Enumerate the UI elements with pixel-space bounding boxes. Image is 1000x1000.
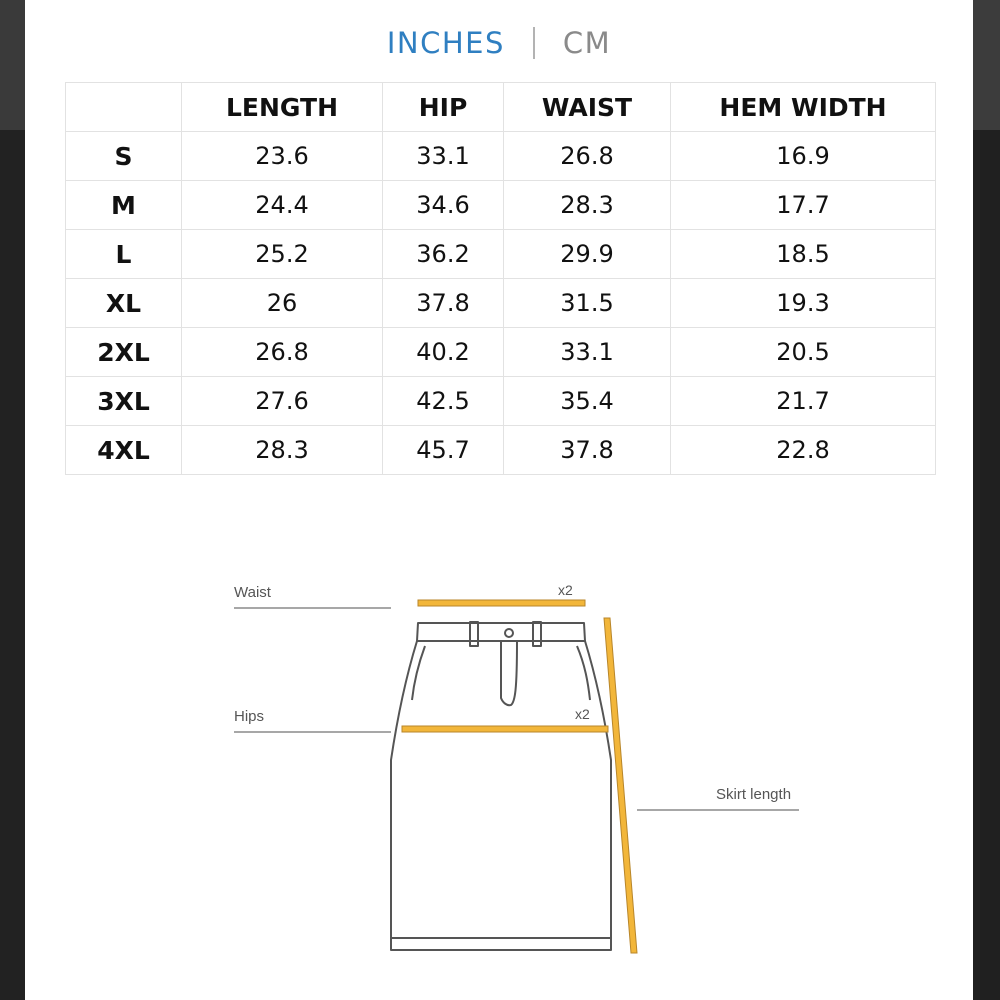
unit-tab-inches[interactable]: INCHES [386, 26, 505, 60]
table-row [66, 279, 936, 328]
waist-cell: 37.8 [504, 426, 671, 475]
length-cell: 25.2 [182, 230, 383, 279]
table-row [66, 328, 936, 377]
hip-cell: 42.5 [383, 377, 504, 426]
size-table [65, 82, 936, 475]
table-row [66, 426, 936, 475]
hip-cell: 40.2 [383, 328, 504, 377]
unit-divider [533, 27, 535, 59]
hem-width-cell: 19.3 [671, 279, 936, 328]
background-left-band [0, 0, 25, 130]
header-waist: WAIST [504, 83, 671, 132]
hem-width-cell: 20.5 [671, 328, 936, 377]
length-cell: 23.6 [182, 132, 383, 181]
table-row [66, 230, 936, 279]
waist-cell: 31.5 [504, 279, 671, 328]
size-cell: L [66, 230, 182, 279]
hip-cell: 37.8 [383, 279, 504, 328]
size-cell: XL [66, 279, 182, 328]
length-cell: 28.3 [182, 426, 383, 475]
belt-loop-left [470, 622, 478, 646]
hips-label: Hips [234, 708, 265, 725]
length-cell: 27.6 [182, 377, 383, 426]
table-row [66, 377, 936, 426]
size-cell: 4XL [66, 426, 182, 475]
table-row [66, 132, 936, 181]
belt-loop-right [533, 622, 541, 646]
hip-cell: 34.6 [383, 181, 504, 230]
hem-width-cell: 21.7 [671, 377, 936, 426]
waist-label: Waist [234, 584, 271, 601]
skirt-length-label: Skirt length [716, 786, 792, 803]
waist-cell: 35.4 [504, 377, 671, 426]
unit-tab-cm[interactable]: CM [562, 26, 612, 60]
size-chart-panel [25, 0, 973, 1000]
hip-cell: 36.2 [383, 230, 504, 279]
unit-toggle [25, 26, 973, 60]
hip-cell: 33.1 [383, 132, 504, 181]
waist-multiplier: x2 [558, 582, 573, 598]
header-hip: HIP [383, 83, 504, 132]
header-length: LENGTH [182, 83, 383, 132]
waist-measure-line [418, 600, 585, 606]
hem-width-cell: 22.8 [671, 426, 936, 475]
waist-cell: 33.1 [504, 328, 671, 377]
length-cell: 24.4 [182, 181, 383, 230]
size-cell: 3XL [66, 377, 182, 426]
skirt-length-measure-line [604, 618, 637, 953]
size-cell: M [66, 181, 182, 230]
length-cell: 26.8 [182, 328, 383, 377]
size-cell: S [66, 132, 182, 181]
skirt-diagram [25, 560, 973, 1000]
measurement-lines [402, 600, 637, 953]
waist-cell: 26.8 [504, 132, 671, 181]
waistband [417, 623, 585, 641]
hem-width-cell: 16.9 [671, 132, 936, 181]
hem-width-cell: 18.5 [671, 230, 936, 279]
background-right [973, 0, 1000, 1000]
background-right-band [973, 0, 1000, 130]
header-hem-width: HEM WIDTH [671, 83, 936, 132]
table-row [66, 181, 936, 230]
background-left [0, 0, 25, 1000]
header-size [66, 83, 182, 132]
size-cell: 2XL [66, 328, 182, 377]
table-header-row [66, 83, 936, 132]
waist-cell: 29.9 [504, 230, 671, 279]
waist-cell: 28.3 [504, 181, 671, 230]
button-icon [505, 629, 513, 637]
hips-measure-line [402, 726, 608, 732]
skirt-outline [391, 622, 611, 950]
hem-width-cell: 17.7 [671, 181, 936, 230]
hip-cell: 45.7 [383, 426, 504, 475]
hips-multiplier: x2 [575, 706, 590, 722]
fly [501, 641, 517, 705]
length-cell: 26 [182, 279, 383, 328]
